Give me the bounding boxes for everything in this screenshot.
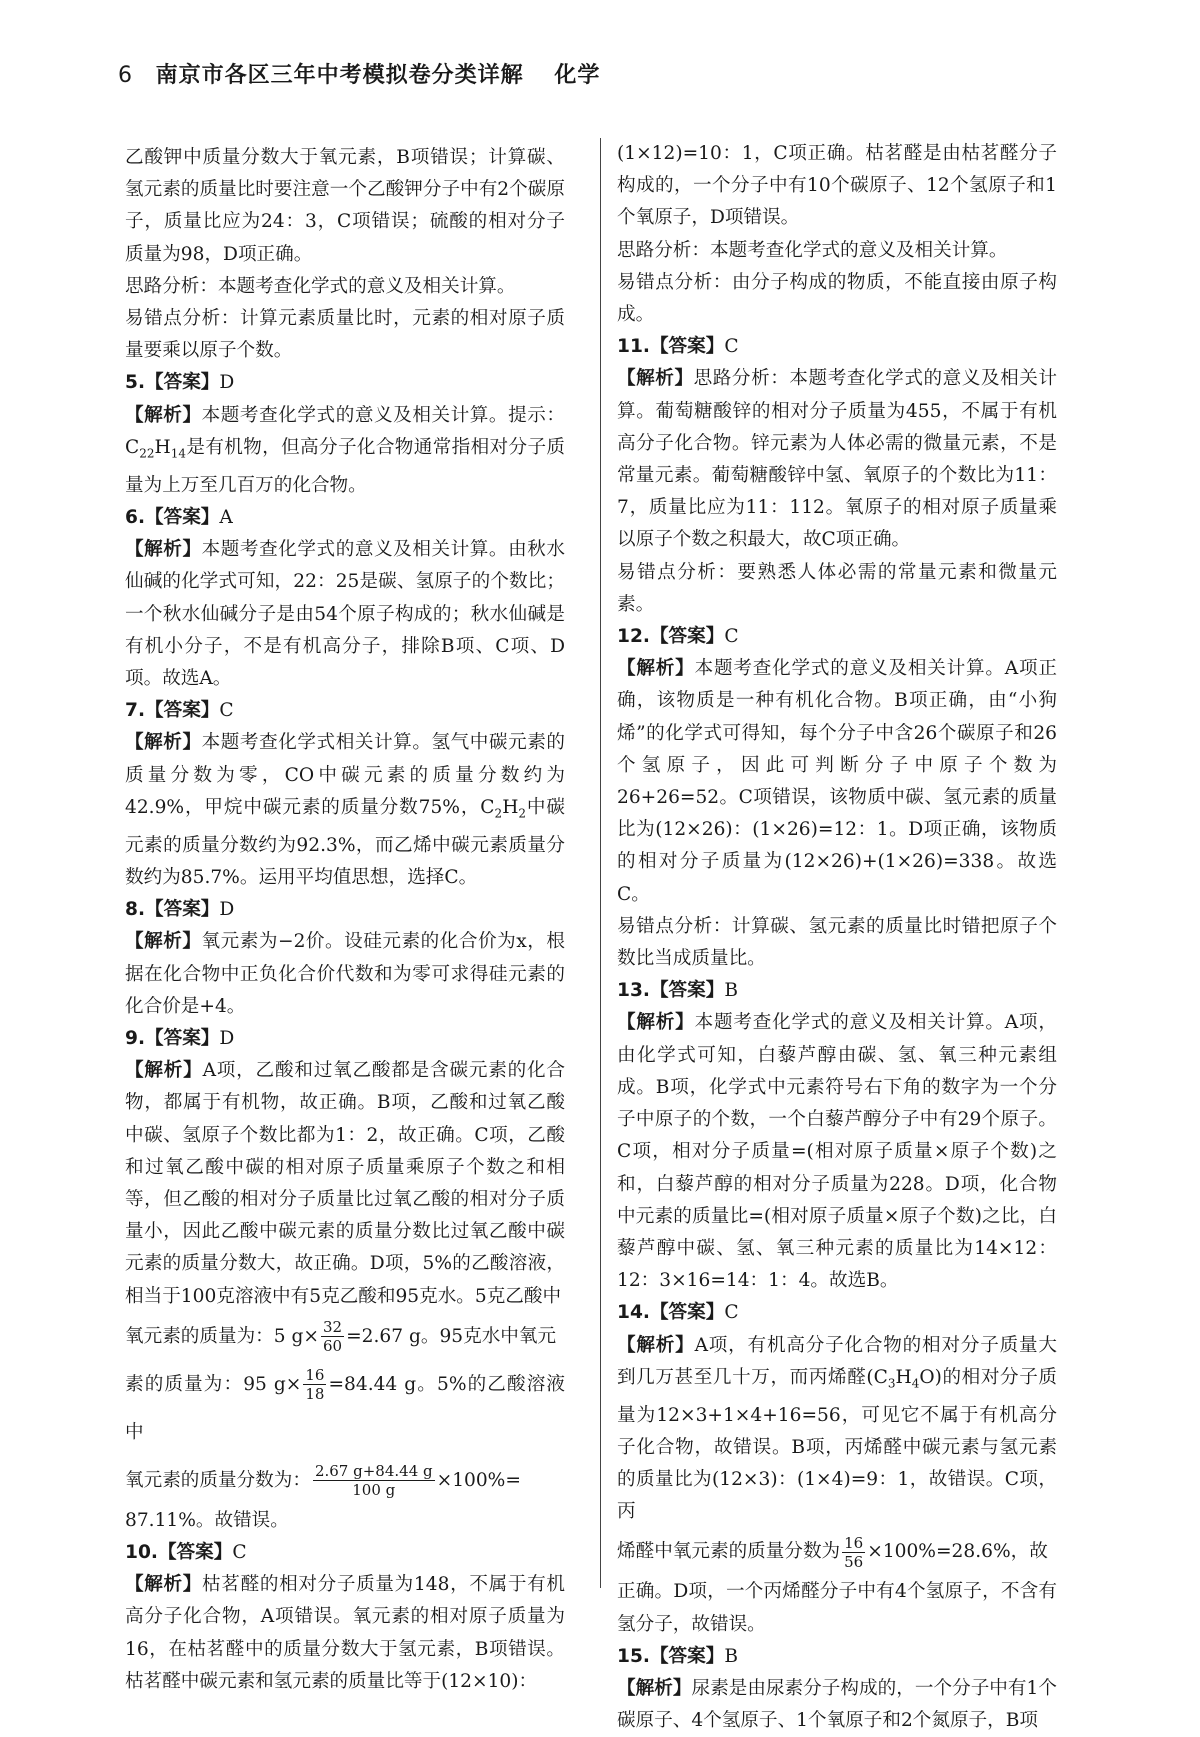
q13-answer: 13.【答案】B — [617, 980, 738, 1002]
q9-formula-1: 氧元素的质量为：5 g× $\frac{32}{60}$ =2.67 g。95克水中氧元 — [125, 1318, 557, 1356]
page-header — [118, 58, 1038, 89]
q9-explanation: 【解析】A项，乙酸和过氧乙酸都是含碳元素的化合物，都属于有机物，故正确。B项，乙酸和过氧乙酸中碳、氢原子个数比都为1：2，故正确。C项，乙酸和过氧乙酸中碳的相对原子质量乘原子个数之和相等，但乙酸的相对分子质量比过氧乙酸的相对分子质量小，因此乙酸中碳元素的质量分数比过氧乙酸中碳元素的质量分数大，故正确。D项，5%的乙酸溶液，相当于100克溶液中有5克乙酸和95克水。5克乙酸中 — [125, 1060, 566, 1307]
q8-explanation: 【解析】氧元素为−2价。设硅元素的化合价为x，根据在化合物中正负化合价代数和为零可求得硅元素的化合价是+4。 — [125, 931, 565, 1017]
q7-explanation: 【解析】本题考查化学式相关计算。氢气中碳元素的质量分数为零，CO中碳元素的质量分数约为42.9%，甲烷中碳元素的质量分数75%，$C_2H_2$中碳元素的质量分数约为92.3%，而乙烯中碳元素质量分数约为85.7%。运用平均值思想，选择C。 — [125, 732, 565, 888]
q11-error-analysis: 易错点分析：要熟悉人体必需的常量元素和微量元素。 — [617, 561, 1057, 615]
q12-error-analysis: 易错点分析：计算碳、氢元素的质量比时错把原子个数比当成质量比。 — [617, 915, 1057, 970]
error-analysis: 易错点分析：计算元素质量比时，元素的相对原子质量要乘以原子个数。 — [125, 308, 565, 362]
q11-explanation: 【解析】思路分析：本题考查化学式的意义及相关计算。葡萄糖酸锌的相对分子质量为455，不属于有机高分子化合物。锌元素为人体必需的微量元素，不是常量元素。葡萄糖酸锌中氢、氧原子的个数比为11：7，质量比应为11：112。氧原子的相对原子质量乘以原子个数之积最大，故C项正确。 — [617, 368, 1057, 551]
q9-answer: 9.【答案】D — [125, 1027, 235, 1049]
right-column — [617, 138, 1057, 1737]
subject-label: 化学 — [554, 63, 601, 88]
approach-analysis: 思路分析：本题考查化学式的意义及相关计算。 — [617, 239, 1008, 261]
q13-explanation: 【解析】本题考查化学式的意义及相关计算。A项，由化学式可知，白藜芦醇由碳、氢、氧三种元素组成。B项，化学式中元素符号右下角的数字为一个分子中原子的个数，一个白藜芦醇分子中有29个原子。C项，相对分子质量=(相对原子质量×原子个数)之和，白藜芦醇的相对分子质量为228。D项，化合物中元素的质量比=(相对原子质量×原子个数)之比，白藜芦醇中碳、氢、氧三种元素的质量比为14×12：12：3×16=14：1：4。故选B。 — [617, 1012, 1057, 1292]
approach-analysis: 思路分析：本题考查化学式的意义及相关计算。 — [125, 275, 516, 297]
q6-answer: 6.【答案】A — [125, 506, 233, 528]
continued-text: 乙酸钾中质量分数大于氧元素，B项错误；计算碳、氢元素的质量比时要注意一个乙酸钾分子中有2个碳原子，质量比应为24：3，C项错误；硫酸的相对分子质量为98，D项正确。 — [125, 147, 565, 265]
q14-conclusion: 正确。D项，一个丙烯醛分子中有4个氢原子，不含有氢分子，故错误。 — [617, 1581, 1057, 1635]
q15-explanation: 【解析】尿素是由尿素分子构成的，一个分子中有1个碳原子、4个氢原子、1个氧原子和2个氮原子，B项 — [617, 1678, 1057, 1732]
q12-answer: 12.【答案】C — [617, 626, 739, 648]
page-number: 6 — [118, 63, 133, 88]
q9-conclusion: 87.11%。故错误。 — [125, 1509, 289, 1531]
q14-formula: 烯醛中氧元素的质量分数为 $\frac{16}{56}$ ×100%=28.6%，故 — [617, 1533, 1048, 1571]
q5-explanation: 【解析】本题考查化学式的意义及相关计算。提示：$C_{22}H_{14}$是有机物，但高分子化合物通常指相对分子质量为上万至几百万的化合物。 — [125, 404, 565, 496]
q6-explanation: 【解析】本题考查化学式的意义及相关计算。由秋水仙碱的化学式可知，22：25是碳、氢原子的个数比；一个秋水仙碱分子是由54个原子构成的；秋水仙碱是有机小分子，不是有机高分子，排除B项、C项、D项。故选A。 — [125, 539, 565, 689]
q14-answer: 14.【答案】C — [617, 1302, 739, 1324]
left-column — [125, 142, 565, 1698]
q7-answer: 7.【答案】C — [125, 700, 234, 722]
q14-explanation: 【解析】A项，有机高分子化合物的相对分子质量大到几万甚至几十万，而丙烯醛$(C_3H_4O)$的相对分子质量为12×3+1×4+16=56，可见它不属于有机高分子化合物，故错误。B项，丙烯醛中碳元素与氢元素的质量比为(12×3)：(1×4)=9：1，故错误。C项，丙 — [617, 1334, 1057, 1523]
fraction: $\frac{16}{56}$ — [844, 1533, 864, 1571]
q15-answer: 15.【答案】B — [617, 1645, 738, 1667]
book-title: 南京市各区三年中考模拟卷分类详解 — [155, 63, 524, 88]
column-divider — [600, 138, 601, 1588]
q8-answer: 8.【答案】D — [125, 899, 235, 921]
fraction: $\frac{2.67 g+84.44 g}{100 g}$ — [314, 1462, 433, 1500]
fraction: $\frac{16}{18}$ — [305, 1366, 325, 1404]
fraction: $\frac{32}{60}$ — [322, 1318, 343, 1356]
q12-explanation: 【解析】本题考查化学式的意义及相关计算。A项正确，该物质是一种有机化合物。B项正确，由“小狗烯”的化学式可得知，每个分子中含26个碳原子和26个氢原子，因此可判断分子中原子个数为26+26=52。C项错误，该物质中碳、氢元素的质量比为(12×26)：(1×26)=12：1。D项正确，该物质的相对分子质量为(12×26)+(1×26)=338。故选C。 — [617, 658, 1057, 905]
q10-explanation: 【解析】枯茗醛的相对分子质量为148，不属于有机高分子化合物，A项错误。氧元素的相对原子质量为16，在枯茗醛中的质量分数大于氢元素，B项错误。枯茗醛中碳元素和氢元素的质量比等于(12×10)： — [125, 1574, 565, 1692]
error-analysis: 易错点分析：由分子构成的物质，不能直接由原子构成。 — [617, 271, 1057, 326]
q9-formula-2: 素的质量为：95 g× $\frac{16}{18}$ =84.44 g。5%的乙酸溶液中 — [125, 1366, 565, 1443]
q9-formula-3: 氧元素的质量分数为： $\frac{2.67 g+84.44 g}{100 g}$ ×100%= — [125, 1462, 521, 1500]
q10-answer: 10.【答案】C — [125, 1541, 247, 1563]
q11-answer: 11.【答案】C — [617, 336, 739, 358]
q5-answer: 5.【答案】D — [125, 372, 235, 394]
continued-text: (1×12)=10：1，C项正确。枯茗醛是由枯茗醛分子构成的，一个分子中有10个碳原子、12个氢原子和1个氧原子，D项错误。 — [617, 143, 1057, 229]
